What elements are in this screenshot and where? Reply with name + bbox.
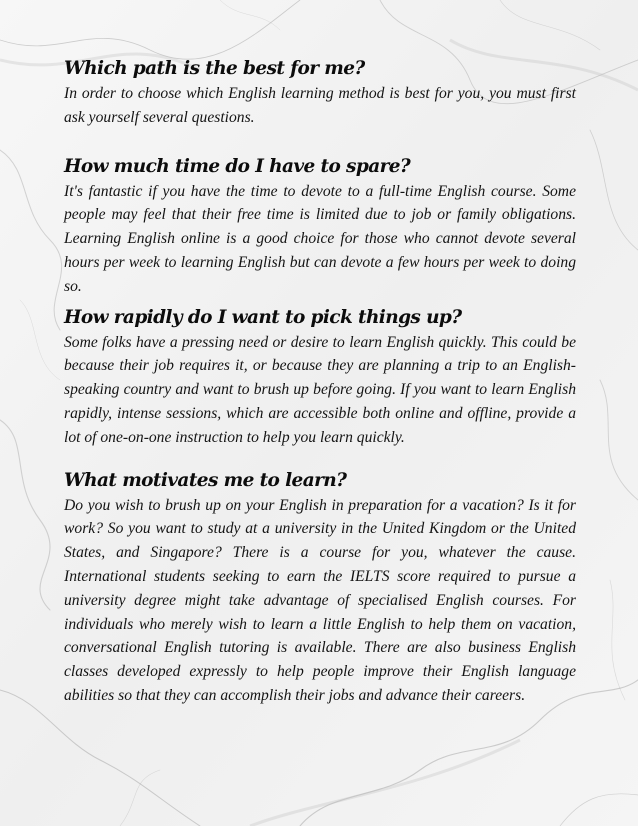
paragraph-motivation: Do you wish to brush up on your English in preparation for a vacation? Is it for work? So you want to study at a university in the United Kingdom or the United States, and Singapore? There is a course for you, whatever the cause. International students seeking to earn the IELTS score required to pursue a university degree might take advantage of specialised English courses. For individuals who merely wish to learn a little English to help them on vacation, conversational English tutoring is available. There are also business English classes developed expressly to help people improve their English language abilities so that they can accomplish their jobs and advance their careers. [64, 496, 576, 704]
paragraph-time-to-spare: It's fantastic if you have the time to devote to a full-time English course. Some people may feel that their free time is limited due to job or family obligations. Learning English online is a good choice for those who cannot devote several hours per week to learning English but can devote a few hours per week to doing so. [64, 182, 576, 295]
section-time-to-spare [64, 154, 576, 299]
heading-motivation: What motivates me to learn? [64, 469, 347, 491]
paragraph-best-path: In order to choose which English learning method is best for you, you must first ask yourself several questions. [64, 85, 576, 126]
heading-learning-speed: How rapidly do I want to pick things up? [64, 306, 462, 328]
section-best-path [64, 56, 576, 130]
heading-time-to-spare: How much time do I have to spare? [64, 155, 411, 177]
section-learning-speed [64, 305, 576, 450]
paragraph-learning-speed: Some folks have a pressing need or desire to learn English quickly. This could be because their job requires it, or because they are planning a trip to an English-speaking country and want to brush up before going. If you want to learn English rapidly, intense sessions, which are accessible both online and offline, provide a lot of one-on-one instruction to help you learn quickly. [64, 333, 576, 446]
document-body [64, 56, 576, 708]
heading-best-path: Which path is the best for me? [64, 58, 365, 79]
section-motivation [64, 468, 576, 708]
